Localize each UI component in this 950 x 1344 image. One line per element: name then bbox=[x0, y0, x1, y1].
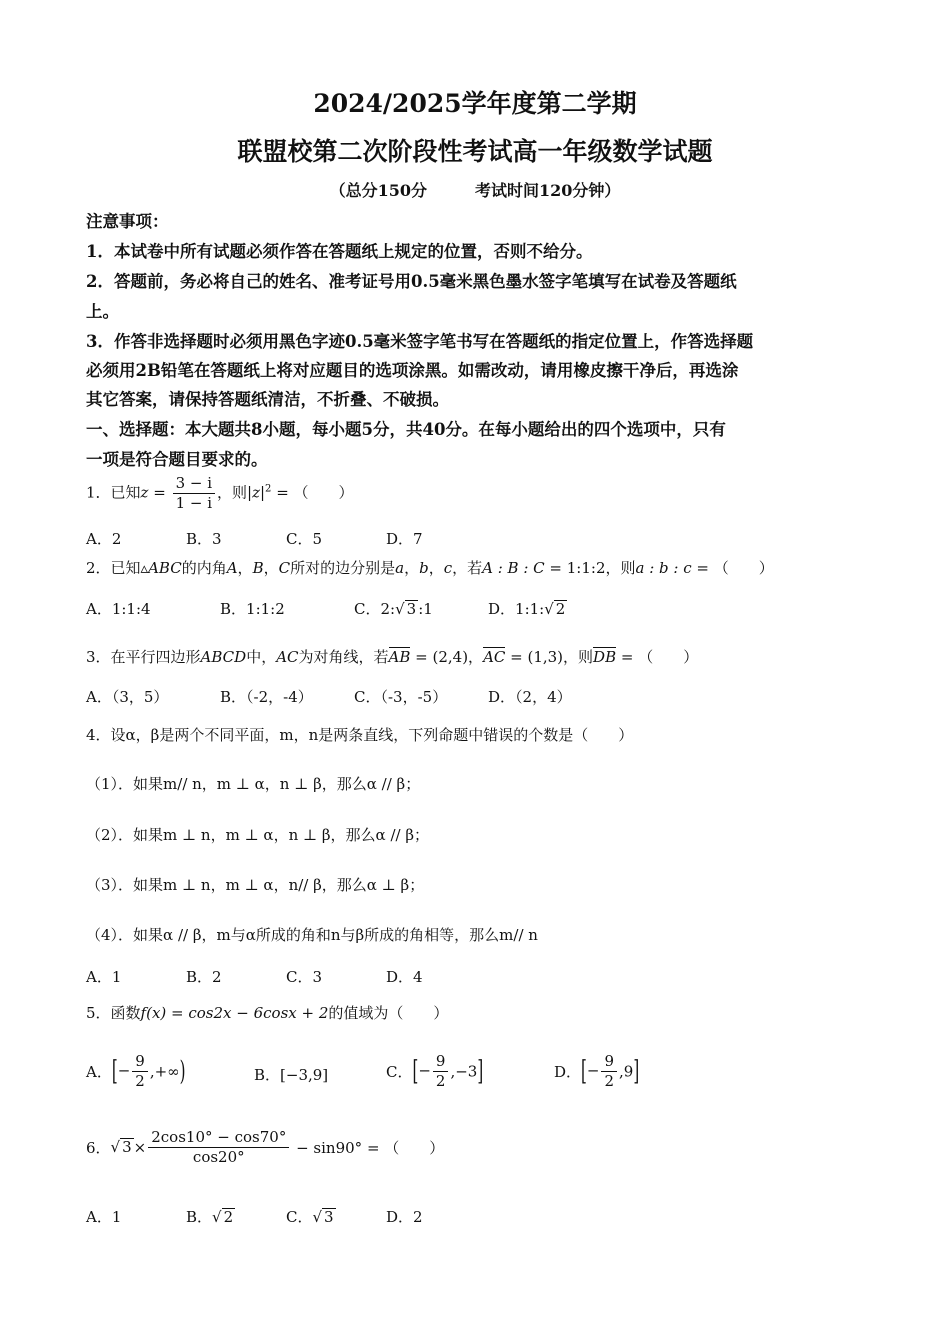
option-b: B．√ 2 bbox=[186, 1208, 234, 1226]
exam-info: （总分150分 考试时间120分钟） bbox=[329, 181, 621, 200]
option-a: A．1 bbox=[86, 968, 122, 986]
option-b: B．[−3,9] bbox=[254, 1066, 329, 1084]
sqrt-symbol: √ 3 bbox=[395, 600, 417, 618]
option-c: C．2:√ 3 :1 bbox=[354, 600, 433, 618]
option-c: C．[− $\frac{9}{2}$ ,−3] bbox=[386, 1052, 484, 1090]
question-4-prop-1: （1）．如果m// n，m ⊥ α，n ⊥ β，那么α // β； bbox=[86, 775, 421, 793]
option-a: A．2 bbox=[86, 530, 122, 548]
question-5: 5．函数f(x) = cos2x − 6cosx + 2的值域为（ ） bbox=[86, 1004, 449, 1022]
option-c: C．（-3，-5） bbox=[354, 688, 448, 706]
option-d: D．7 bbox=[386, 530, 423, 548]
sqrt-symbol: √ 2 bbox=[544, 600, 566, 618]
question-3: 3．在平行四边形ABCD中，AC为对角线，若AB = (2,4)，AC = (1,3)，则DB = （ ） bbox=[86, 648, 699, 666]
option-d: D．2 bbox=[386, 1208, 423, 1226]
question-4-prop-3: （3）．如果m ⊥ n，m ⊥ α，n// β，那么α ⊥ β； bbox=[86, 876, 425, 894]
option-b: B．2 bbox=[186, 968, 222, 986]
option-d: D．1:1:√ 2 bbox=[488, 600, 566, 618]
section-heading-cont: 一项是符合题目要求的。 bbox=[86, 450, 268, 469]
exam-title-term: 2024/2025学年度第二学期 bbox=[313, 89, 637, 118]
sqrt-symbol: √ 2 bbox=[212, 1208, 234, 1226]
question-4: 4．设α，β是两个不同平面，m，n是两条直线，下列命题中错误的个数是（ ） bbox=[86, 726, 634, 744]
option-a: A．[− $\frac{9}{2}$ ,+∞) bbox=[86, 1052, 186, 1090]
sqrt-symbol: √ 3 bbox=[110, 1138, 132, 1157]
question-4-prop-4: （4）．如果α // β，m与α所成的角和n与β所成的角相等，那么m// n bbox=[86, 926, 538, 944]
vector-db: DB bbox=[593, 648, 617, 666]
notice-item-3: 3．作答非选择题时必须用黑色字迹0.5毫米签字笔书写在答题纸的指定位置上，作答选择题 bbox=[86, 332, 754, 351]
option-b: B．（-2，-4） bbox=[220, 688, 313, 706]
option-a: A．1 bbox=[86, 1208, 122, 1226]
option-d: D．[− $\frac{9}{2}$ ,9] bbox=[554, 1052, 640, 1090]
option-a: A．1:1:4 bbox=[86, 600, 151, 618]
fraction: $\frac{3 - i}{1 - i}$ bbox=[173, 474, 215, 513]
question-2: 2．已知▵ABC的内角A，B，C所对的边分别是a，b，c，若A : B : C = 1:1:2，则a : b : c = （ ） bbox=[86, 559, 774, 577]
fraction: $\frac{9}{2}$ bbox=[132, 1052, 148, 1091]
question-6: 6．√ 3 × $\frac{2\cos 10^\circ - \cos 70^\circ}{\cos 20^\circ}$ − sin90° = （ ） bbox=[86, 1128, 445, 1166]
fraction: $\frac{2\cos 10^\circ - \cos 70^\circ}{\cos 20^\circ}$ bbox=[148, 1128, 289, 1167]
exam-title-main: 联盟校第二次阶段性考试高一年级数学试题 bbox=[237, 137, 713, 166]
option-b: B．3 bbox=[186, 530, 222, 548]
option-b: B．1:1:2 bbox=[220, 600, 285, 618]
notice-item-1: 1．本试卷中所有试题必须作答在答题纸上规定的位置，否则不给分。 bbox=[86, 242, 593, 261]
option-c: C．5 bbox=[286, 530, 323, 548]
sqrt-symbol: √ 3 bbox=[312, 1208, 334, 1226]
fraction: $\frac{9}{2}$ bbox=[433, 1052, 449, 1091]
notice-item-3-end: 其它答案，请保持答题纸清洁，不折叠、不破损。 bbox=[86, 390, 449, 409]
option-c: C．√ 3 bbox=[286, 1208, 334, 1226]
notice-item-2-cont: 上。 bbox=[86, 302, 119, 321]
question-1: 1．已知z = $\frac{3 - i}{1 - i}$ ，则$|z|^2$ = （ ） bbox=[86, 474, 354, 512]
vector-ac: AC bbox=[483, 648, 506, 666]
option-c: C．3 bbox=[286, 968, 323, 986]
notice-item-3-cont: 必须用2B铅笔在答题纸上将对应题目的选项涂黑。如需改动，请用橡皮擦干净后，再选涂 bbox=[86, 361, 739, 380]
option-d: D．（2，4） bbox=[488, 688, 572, 706]
notice-item-2: 2．答题前，务必将自己的姓名、准考证号用0.5毫米黑色墨水签字笔填写在试卷及答题纸 bbox=[86, 272, 737, 291]
option-d: D．4 bbox=[386, 968, 423, 986]
question-4-prop-2: （2）．如果m ⊥ n，m ⊥ α，n ⊥ β，那么α // β； bbox=[86, 826, 429, 844]
fraction: $\frac{9}{2}$ bbox=[601, 1052, 617, 1091]
option-a: A．（3，5） bbox=[86, 688, 169, 706]
notice-heading: 注意事项： bbox=[86, 212, 169, 231]
vector-ab: AB bbox=[388, 648, 411, 666]
section-heading: 一、选择题：本大题共8小题，每小题5分，共40分。在每小题给出的四个选项中，只有 bbox=[86, 420, 726, 439]
